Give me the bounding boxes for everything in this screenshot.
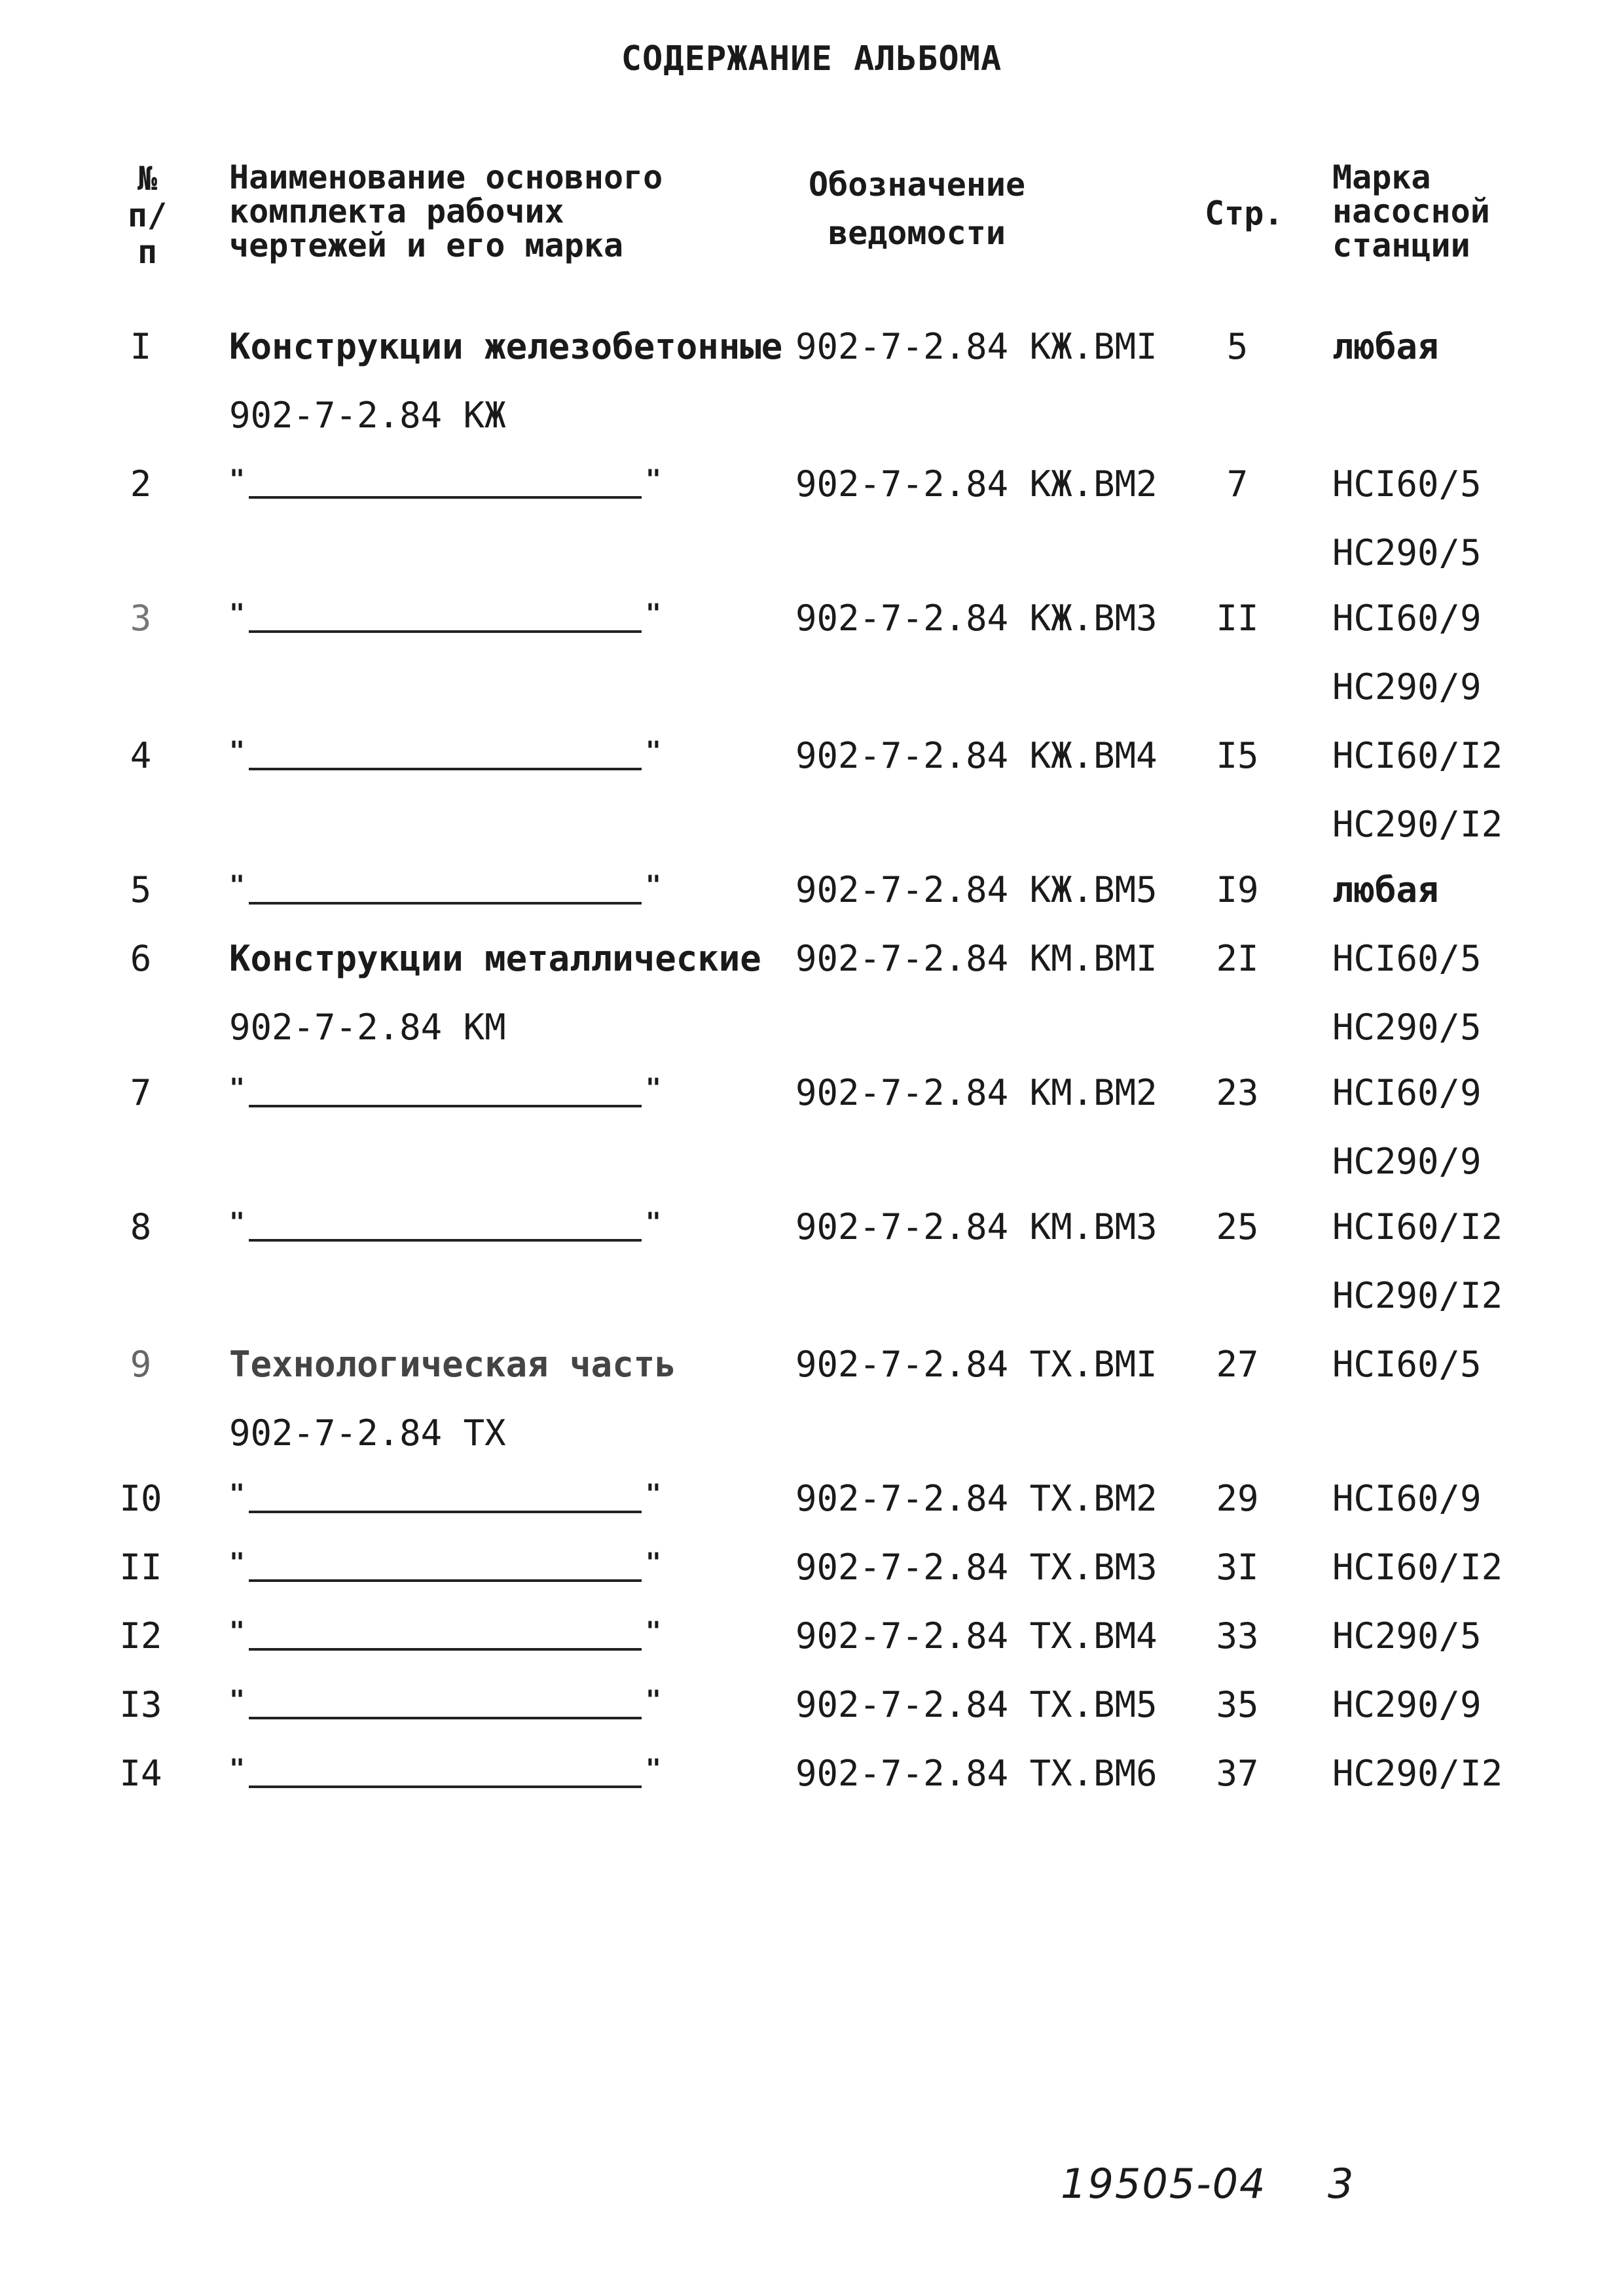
row-number: 3 [130, 598, 152, 639]
ditto-line [249, 1648, 642, 1651]
ditto-open: " [229, 599, 246, 629]
ditto-mark [229, 736, 661, 776]
row-brand-2: НС290/5 [1332, 532, 1482, 573]
ditto-line [249, 630, 642, 633]
ditto-line [249, 496, 642, 499]
row-brand: НСI60/9 [1332, 598, 1482, 639]
row-number: 5 [130, 869, 152, 910]
ditto-open: " [229, 1754, 246, 1784]
ditto-close: " [645, 599, 661, 629]
header-page: Стр. [1205, 194, 1284, 232]
ditto-line [249, 1105, 642, 1107]
row-number: 6 [130, 938, 152, 979]
page-number: 3 [1327, 2160, 1355, 2208]
row-name-code: 902-7-2.84 КЖ [229, 395, 506, 436]
header-designation-line-2: ведомости [828, 214, 1006, 252]
row-brand: НС290/I2 [1332, 1753, 1503, 1794]
header-number-line-2: п/ [127, 196, 168, 234]
ditto-close: " [645, 1617, 661, 1647]
row-page: 27 [1216, 1344, 1259, 1385]
ditto-close: " [645, 1548, 661, 1578]
ditto-mark [229, 1754, 661, 1793]
row-page: 29 [1216, 1478, 1259, 1519]
ditto-open: " [229, 1073, 246, 1103]
header-brand-line-3: станции [1332, 226, 1470, 264]
ditto-line [249, 1511, 642, 1513]
row-page: 37 [1216, 1753, 1259, 1794]
row-designation: 902-7-2.84 ТХ.ВМ3 [795, 1547, 1158, 1588]
header-number-line-1: № [137, 160, 158, 198]
row-number: 2 [130, 463, 152, 505]
row-number: I4 [119, 1753, 162, 1794]
row-designation: 902-7-2.84 КМ.ВМI [795, 938, 1158, 979]
ditto-close: " [645, 870, 661, 901]
row-designation: 902-7-2.84 КМ.ВМ2 [795, 1072, 1158, 1113]
row-number: I2 [119, 1615, 162, 1657]
ditto-open: " [229, 736, 246, 766]
row-page: 7 [1226, 463, 1249, 505]
header-number [118, 160, 177, 270]
row-name-code: 902-7-2.84 ТХ [229, 1412, 506, 1454]
ditto-open: " [229, 465, 246, 495]
ditto-close: " [645, 1685, 661, 1715]
row-page: 3I [1216, 1547, 1259, 1588]
header-designation [809, 160, 1084, 257]
row-page: 23 [1216, 1072, 1259, 1113]
row-brand: любая [1332, 326, 1439, 367]
row-brand: НСI60/I2 [1332, 1206, 1503, 1247]
row-designation: 902-7-2.84 ТХ.ВМI [795, 1344, 1158, 1385]
page-title: СОДЕРЖАНИЕ АЛЬБОМА [621, 39, 1002, 79]
row-designation: 902-7-2.84 КЖ.ВМ5 [795, 869, 1158, 910]
row-page: II [1216, 598, 1259, 639]
row-number: 8 [130, 1206, 152, 1247]
header-designation-line-1: Обозначение [809, 166, 1026, 204]
ditto-open: " [229, 870, 246, 901]
row-brand-2: НС290/9 [1332, 1141, 1482, 1182]
ditto-mark [229, 465, 661, 504]
row-designation: 902-7-2.84 ТХ.ВМ4 [795, 1615, 1158, 1657]
row-number: 7 [130, 1072, 152, 1113]
ditto-close: " [645, 1073, 661, 1103]
ditto-close: " [645, 465, 661, 495]
ditto-line [249, 1579, 642, 1582]
ditto-close: " [645, 736, 661, 766]
ditto-mark [229, 1479, 661, 1518]
ditto-line [249, 1717, 642, 1719]
row-brand: НСI60/9 [1332, 1072, 1482, 1113]
document-stamp [1061, 2160, 1401, 2208]
ditto-mark [229, 1073, 661, 1113]
row-number: I0 [119, 1478, 162, 1519]
row-brand: НСI60/5 [1332, 1344, 1482, 1385]
row-name: Конструкции металлические [229, 938, 761, 979]
row-number: 4 [130, 735, 152, 776]
ditto-line [249, 902, 642, 905]
row-page: 35 [1216, 1684, 1259, 1725]
header-name [229, 160, 792, 262]
ditto-close: " [645, 1479, 661, 1509]
row-name: Конструкции железобетонные [229, 326, 783, 367]
ditto-open: " [229, 1548, 246, 1578]
stamp-code: 19505-04 [1061, 2160, 1267, 2208]
header-brand-line-2: насосной [1332, 192, 1490, 230]
header-brand-line-1: Марка [1332, 158, 1431, 196]
row-designation: 902-7-2.84 ТХ.ВМ2 [795, 1478, 1158, 1519]
row-brand-2: НС290/5 [1332, 1007, 1482, 1048]
ditto-mark [229, 1548, 661, 1587]
ditto-open: " [229, 1617, 246, 1647]
header-number-line-3: п [137, 233, 158, 271]
ditto-close: " [645, 1208, 661, 1238]
header-name-line-3: чертежей и его марка [229, 226, 624, 264]
ditto-close: " [645, 1754, 661, 1784]
row-designation: 902-7-2.84 КЖ.ВМI [795, 326, 1158, 367]
header-name-line-2: комплекта рабочих [229, 192, 564, 230]
row-page: 5 [1226, 326, 1249, 367]
row-designation: 902-7-2.84 КЖ.ВМ3 [795, 598, 1158, 639]
row-brand: НС290/5 [1332, 1615, 1482, 1657]
row-brand: НСI60/9 [1332, 1478, 1482, 1519]
row-designation: 902-7-2.84 КМ.ВМ3 [795, 1206, 1158, 1247]
ditto-line [249, 1785, 642, 1788]
row-page: 25 [1216, 1206, 1259, 1247]
row-designation: 902-7-2.84 КЖ.ВМ2 [795, 463, 1158, 505]
row-page: 2I [1216, 938, 1259, 979]
ditto-mark [229, 1208, 661, 1247]
row-brand-2: НС290/9 [1332, 666, 1482, 708]
row-number: I [130, 326, 152, 367]
row-brand-2: НС290/I2 [1332, 804, 1503, 845]
row-brand: НСI60/I2 [1332, 1547, 1503, 1588]
header-brand [1332, 160, 1581, 262]
ditto-mark [229, 599, 661, 638]
row-brand: НСI60/5 [1332, 938, 1482, 979]
row-brand: НСI60/5 [1332, 463, 1482, 505]
ditto-open: " [229, 1479, 246, 1509]
row-number: 9 [130, 1344, 152, 1385]
row-number: II [119, 1547, 162, 1588]
row-name: Технологическая часть [229, 1344, 676, 1385]
header-name-line-1: Наименование основного [229, 158, 663, 196]
row-name-code: 902-7-2.84 КМ [229, 1007, 506, 1048]
row-designation: 902-7-2.84 ТХ.ВМ6 [795, 1753, 1158, 1794]
row-page: I5 [1216, 735, 1259, 776]
ditto-open: " [229, 1685, 246, 1715]
row-designation: 902-7-2.84 КЖ.ВМ4 [795, 735, 1158, 776]
ditto-line [249, 768, 642, 770]
row-page: I9 [1216, 869, 1259, 910]
row-designation: 902-7-2.84 ТХ.ВМ5 [795, 1684, 1158, 1725]
ditto-mark [229, 1685, 661, 1725]
row-brand: НС290/9 [1332, 1684, 1482, 1725]
row-brand: НСI60/I2 [1332, 735, 1503, 776]
row-number: I3 [119, 1684, 162, 1725]
row-brand-2: НС290/I2 [1332, 1275, 1503, 1316]
ditto-mark [229, 870, 661, 910]
ditto-line [249, 1239, 642, 1242]
ditto-open: " [229, 1208, 246, 1238]
row-page: 33 [1216, 1615, 1259, 1657]
row-brand: любая [1332, 869, 1439, 910]
ditto-mark [229, 1617, 661, 1656]
